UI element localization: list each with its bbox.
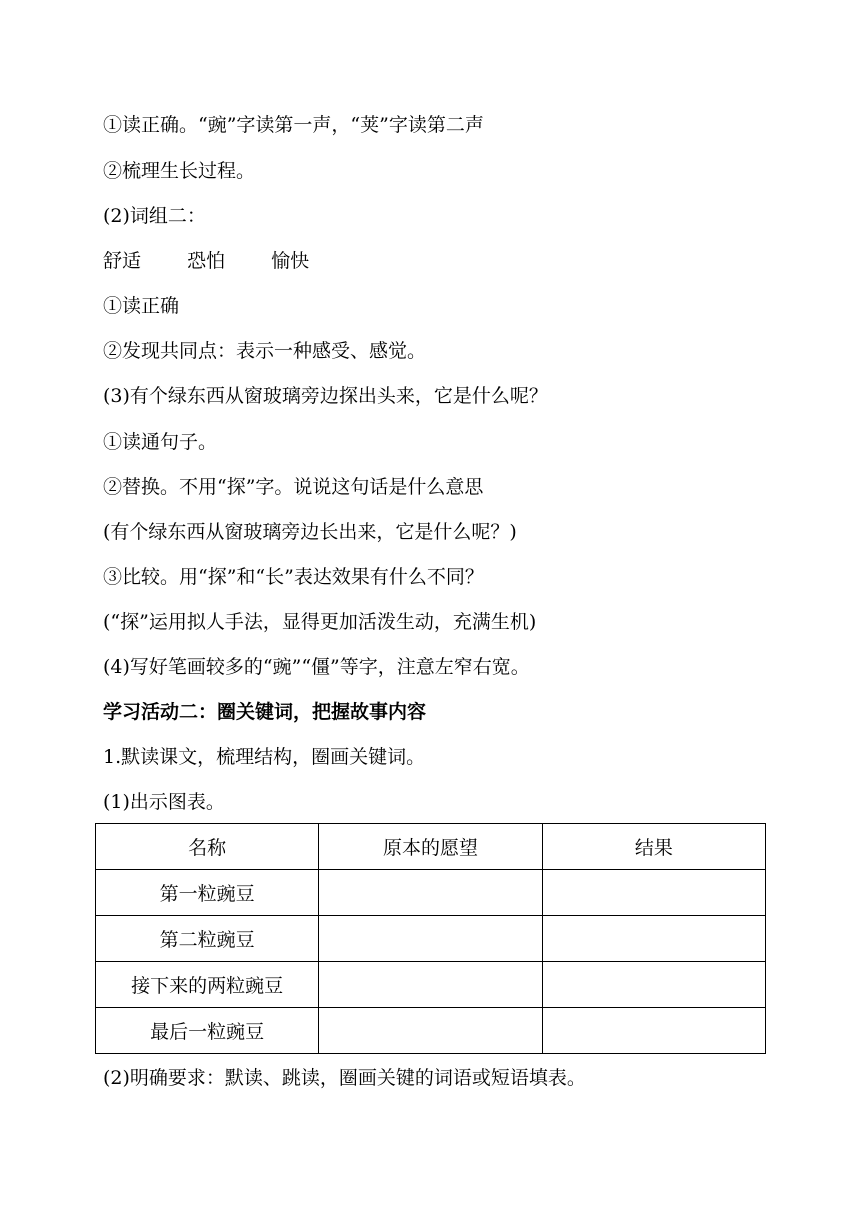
text-line: ①读正确 [103,295,180,317]
text-line: ①读正确。“豌”字读第一声，“荚”字读第二声 [103,114,484,136]
table-header-cell: 名称 [96,824,319,870]
table-cell [542,870,765,916]
text-line: ①读通句子。 [103,431,218,453]
table-cell [542,962,765,1008]
table-cell [319,916,542,962]
table-cell [319,962,542,1008]
section-heading: 学习活动二：圈关键词，把握故事内容 [103,701,427,723]
text-line: (有个绿东西从窗玻璃旁边长出来，它是什么呢？) [103,521,517,543]
word: 恐怕 [187,250,226,272]
table-cell: 最后一粒豌豆 [96,1008,319,1054]
table-row [96,962,766,1008]
text-line: 1.默读课文，梳理结构，圈画关键词。 [103,746,426,768]
table-row [96,870,766,916]
text-line: (2)明确要求：默读、跳读，圈画关键的词语或短语填表。 [103,1067,586,1089]
text-line: (1)出示图表。 [103,791,225,813]
text-line: (4)写好笔画较多的“豌”“僵”等字，注意左窄右宽。 [103,656,530,678]
text-line: (2)词组二： [103,205,206,227]
table-cell [542,1008,765,1054]
table-cell [319,870,542,916]
text-line: (“探”运用拟人手法，显得更加活泼生动，充满生机) [103,611,537,633]
table-cell: 第二粒豌豆 [96,916,319,962]
table-header-cell: 原本的愿望 [319,824,542,870]
text-line: ③比较。用“探”和“长”表达效果有什么不同？ [103,566,484,588]
text-line: ②梳理生长过程。 [103,160,256,182]
text-line: ②替换。不用“探”字。说说这句话是什么意思 [103,476,484,498]
table-cell [542,916,765,962]
word: 愉快 [271,250,310,272]
fill-in-table [95,823,766,1054]
table-cell [319,1008,542,1054]
word: 舒适 [103,250,142,272]
text-line: ②发现共同点：表示一种感受、感觉。 [103,340,427,362]
table-row [96,916,766,962]
table-cell: 第一粒豌豆 [96,870,319,916]
table-header-row [96,824,766,870]
text-line: (3)有个绿东西从窗玻璃旁边探出头来，它是什么呢？ [103,385,548,407]
table-row [96,1008,766,1054]
word-group [103,249,349,273]
table-cell: 接下来的两粒豌豆 [96,962,319,1008]
table-header-cell: 结果 [542,824,765,870]
